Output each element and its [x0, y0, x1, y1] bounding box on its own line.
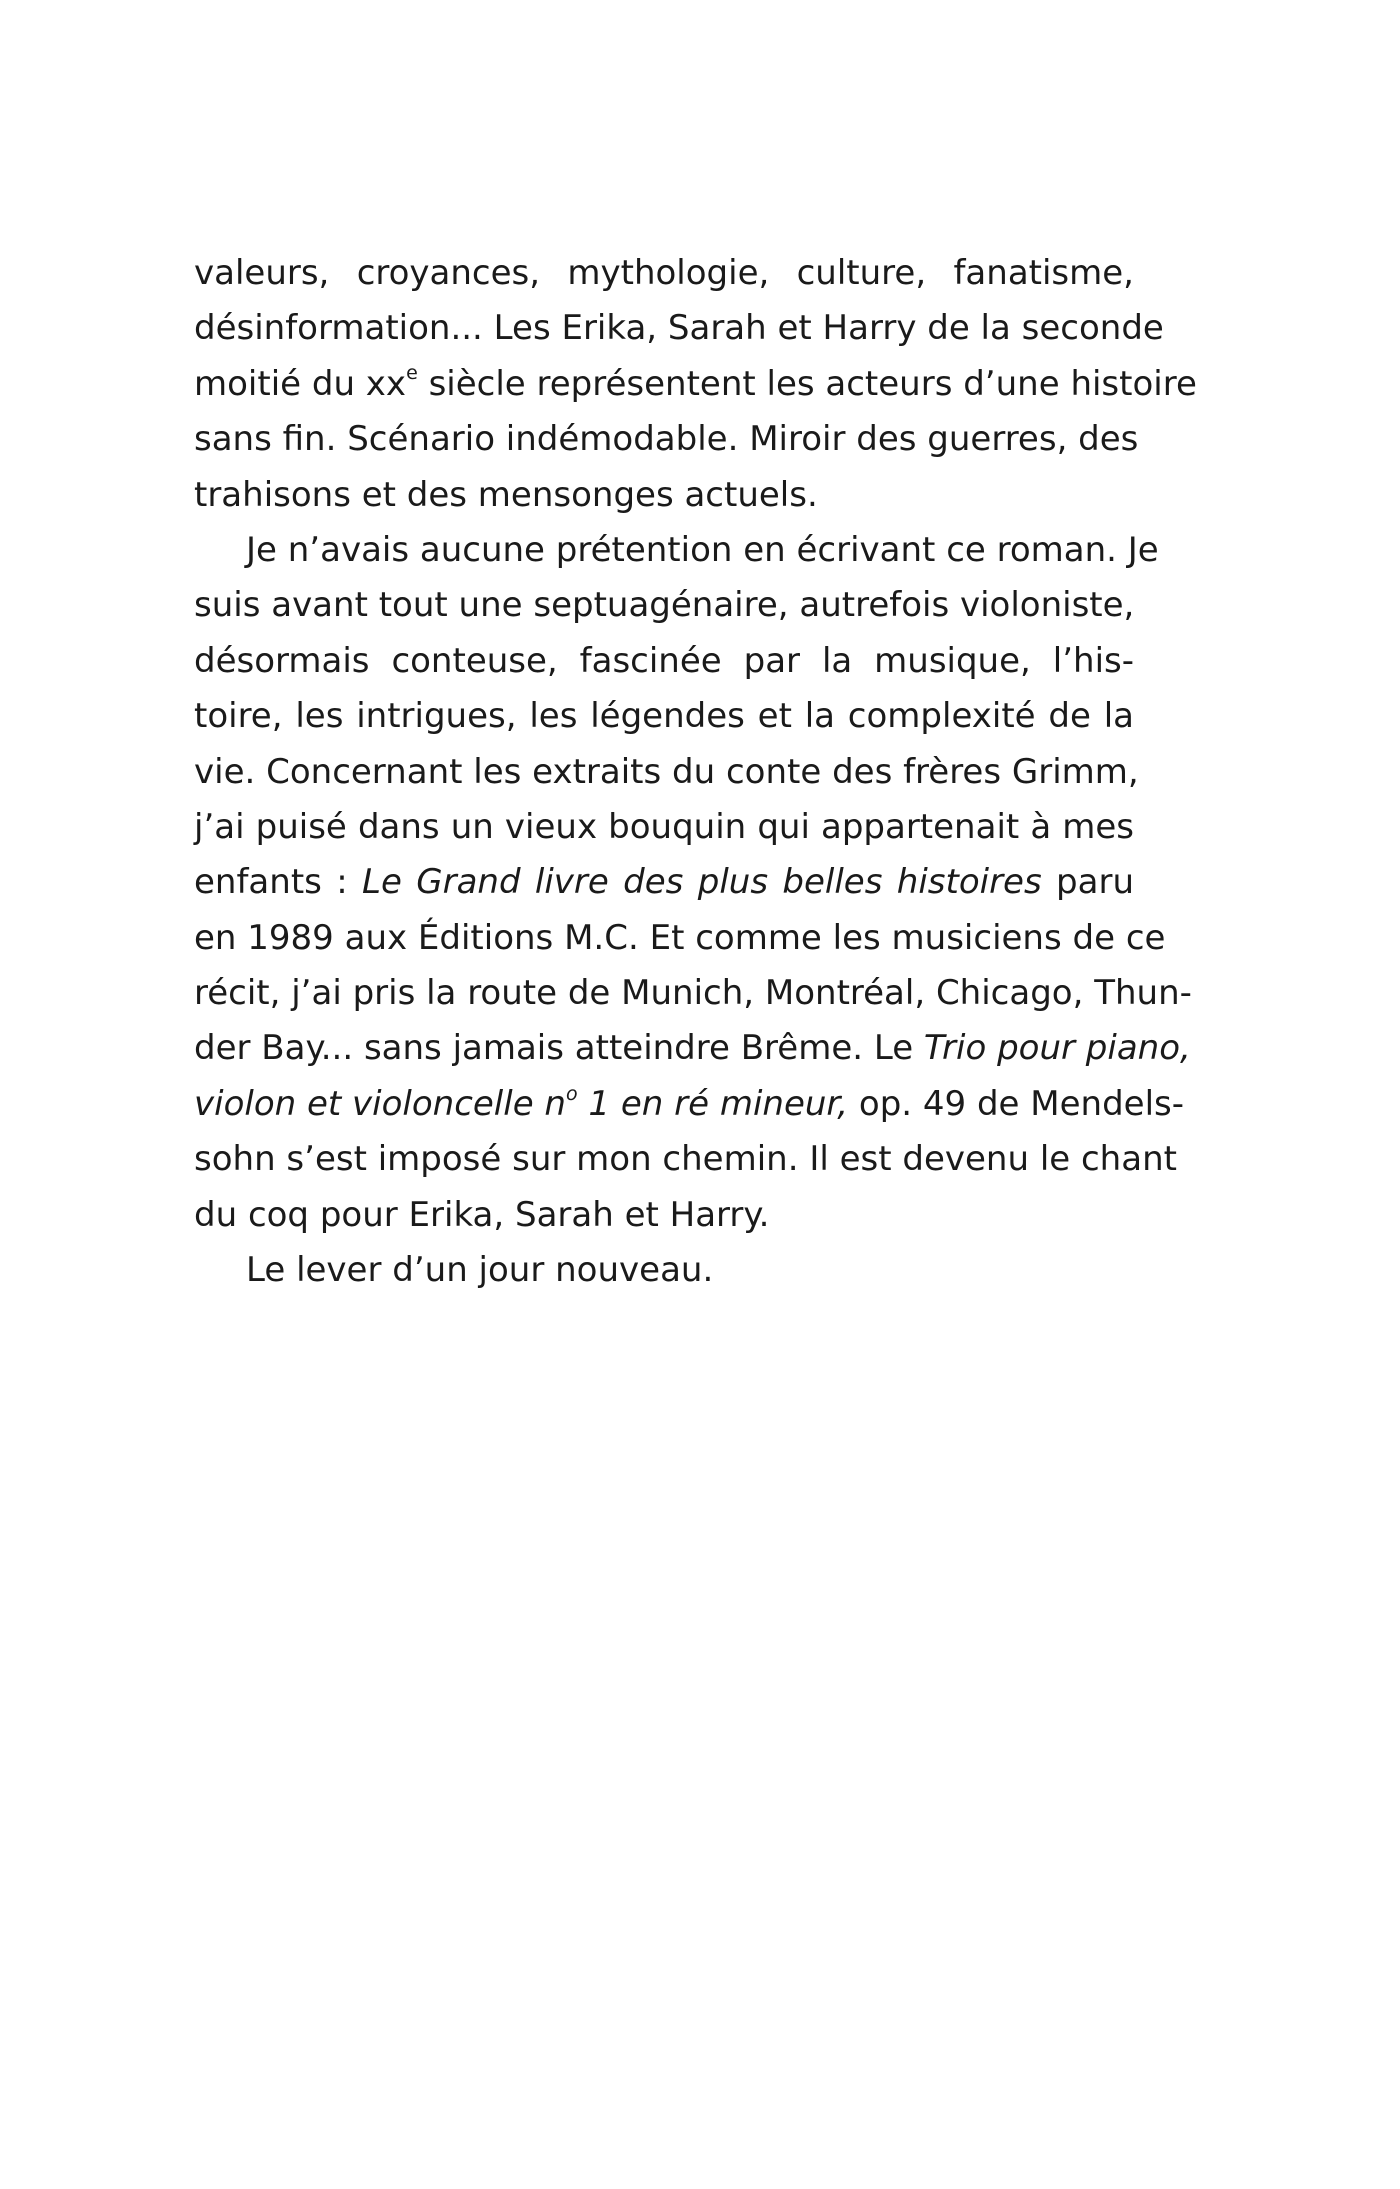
text-line: récit, j’ai pris la route de Munich, Montréal, Chicago, Thun- — [194, 973, 1192, 1014]
text-line — [194, 357, 1197, 412]
text-line: Le lever d’un jour nouveau. — [246, 1250, 714, 1291]
paragraph — [194, 1243, 1134, 1298]
text-line: sohn s’est imposé sur mon chemin. Il est devenu le chant — [194, 1139, 1177, 1180]
text-line: vie. Concernant les extraits du conte des frères Grimm, — [194, 751, 1139, 792]
text-line: désormais conteuse, fascinée par la musique, l’his- — [194, 640, 1134, 681]
work-title: Trio pour piano, — [923, 1028, 1191, 1069]
text-run: moitié du xx — [194, 363, 407, 404]
superscript: o — [565, 1082, 578, 1105]
text-run: op. 49 de Mendels- — [848, 1083, 1185, 1124]
text-line: toire, les intrigues, les légendes et la complexité de la — [194, 696, 1134, 737]
text-run: der Bay... sans jamais atteindre Brême. Le — [194, 1028, 924, 1069]
text-line: Je n’avais aucune prétention en écrivant ce roman. Je — [246, 529, 1159, 570]
text-run: 1 en ré mineur, — [577, 1083, 849, 1124]
text-line: suis avant tout une septuagénaire, autrefois violoniste, — [194, 585, 1135, 626]
text-line: valeurs, croyances, mythologie, culture, fanatisme, — [194, 253, 1134, 293]
text-line: du coq pour Erika, Sarah et Harry. — [194, 1194, 770, 1235]
book-title: Le Grand livre des plus belles histoires — [362, 862, 1042, 903]
paragraph — [194, 246, 1197, 523]
text-line: j’ai puisé dans un vieux bouquin qui appartenait à mes — [194, 806, 1134, 847]
paragraph — [194, 523, 1192, 1243]
text-line — [194, 1021, 1191, 1076]
superscript: e — [406, 362, 418, 385]
body-text — [194, 246, 1197, 1298]
text-line: trahisons et des mensonges actuels. — [194, 474, 818, 515]
text-line: en 1989 aux Éditions M.C. Et comme les musiciens de ce — [194, 917, 1166, 958]
text-run: siècle représentent les acteurs d’une histoire — [417, 363, 1197, 404]
text-run: violon et violoncelle n — [194, 1083, 566, 1124]
text-line — [194, 1077, 1185, 1132]
text-line — [194, 855, 1134, 910]
text-run: paru — [1041, 862, 1134, 903]
work-title — [194, 1084, 848, 1124]
text-line: sans fin. Scénario indémodable. Miroir des guerres, des — [194, 419, 1139, 460]
text-run: enfants : — [194, 862, 363, 903]
text-line: désinformation... Les Erika, Sarah et Harry de la seconde — [194, 308, 1164, 349]
